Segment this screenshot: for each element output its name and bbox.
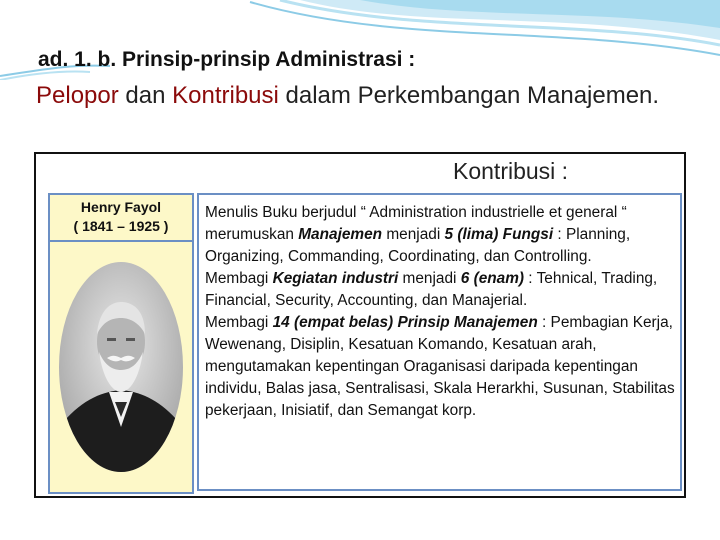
- person-name: Henry Fayol: [80, 199, 162, 215]
- paragraph-prinsip: [205, 312, 680, 422]
- slide-title: ad. 1. b. Prinsip-prinsip Administrasi :: [38, 48, 416, 71]
- subtitle-text: dan: [118, 82, 173, 109]
- emphasis-manajemen: Manajemen: [298, 226, 383, 243]
- slide-subtitle: [36, 80, 676, 112]
- subtitle-word-kontribusi: Kontribusi: [172, 82, 279, 109]
- text-run: menjadi: [382, 226, 445, 243]
- person-name-box: [48, 193, 194, 242]
- text-run: : Pembagian Kerja, Wewenang, Disiplin, Kesatuan Komando, Kesatuan arah, mengutamakan kepentingan Oraganisasi daripada kepentingan individu, Balas jasa, Sentralisasi, Skala Herarkhi, Susunan, Stabilitas pekerjaan, Inisiatif, dan Semangat korp.: [205, 314, 675, 419]
- text-run: menjadi: [398, 270, 461, 287]
- text-run: Menulis Buku berjudul “ Administration industrielle et general “ merumuskan: [205, 204, 627, 243]
- section-label: Kontribusi :: [453, 158, 569, 184]
- text-run: Membagi: [205, 270, 273, 287]
- subtitle-text-end: dalam Perkembangan Manajemen.: [278, 82, 660, 109]
- emphasis-5-fungsi: 5 (lima) Fungsi: [444, 226, 554, 243]
- text-run: : Tehnical, Trading, Financial, Security, Accounting, dan Manajerial.: [205, 270, 658, 309]
- contribution-text-box: [197, 193, 682, 491]
- text-run: : Planning, Organizing, Commanding, Coordinating, dan Controlling.: [205, 226, 631, 265]
- portrait-photo-icon: [59, 262, 183, 472]
- emphasis-14-prinsip: 14 (empat belas) Prinsip Manajemen: [272, 314, 538, 331]
- paragraph-kegiatan: [205, 268, 680, 312]
- paragraph-fungsi: [205, 202, 680, 268]
- emphasis-6-enam: 6 (enam): [460, 270, 525, 287]
- person-years: ( 1841 – 1925 ): [73, 218, 169, 234]
- emphasis-kegiatan-industri: Kegiatan industri: [272, 270, 399, 287]
- text-run: Membagi: [205, 314, 273, 331]
- subtitle-word-pelopor: Pelopor: [36, 82, 119, 109]
